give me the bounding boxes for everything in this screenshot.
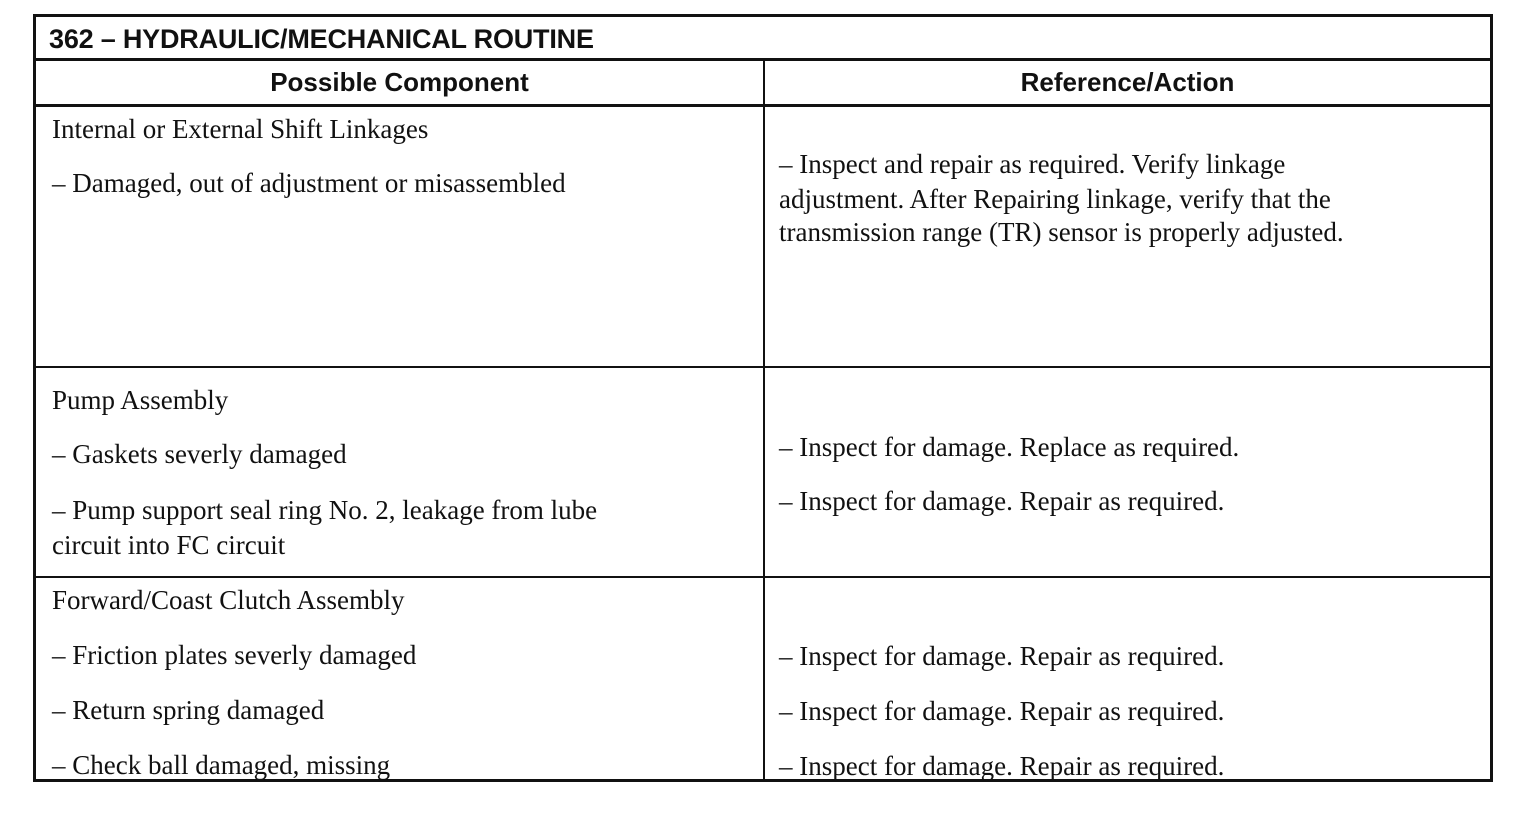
component-forward-coast-clutch: Forward/Coast Clutch Assembly bbox=[52, 585, 405, 615]
component-pump-assembly: Pump Assembly bbox=[52, 385, 229, 415]
cause-gaskets-damaged: – Gaskets severly damaged bbox=[52, 439, 347, 469]
table-title: 362 – HYDRAULIC/MECHANICAL ROUTINE bbox=[36, 17, 1490, 61]
row-divider bbox=[36, 576, 1490, 578]
action-linkage-line-2: adjustment. After Repairing linkage, verify that the bbox=[779, 184, 1331, 214]
action-return-spring: – Inspect for damage. Repair as required. bbox=[779, 696, 1225, 726]
header-reference-action: Reference/Action bbox=[1020, 67, 1235, 97]
cause-linkage-damaged: – Damaged, out of adjustment or misassembled bbox=[52, 168, 566, 198]
component-shift-linkages: Internal or External Shift Linkages bbox=[52, 114, 429, 144]
action-gaskets: – Inspect for damage. Replace as required. bbox=[779, 432, 1240, 462]
cause-pump-seal-line-1: – Pump support seal ring No. 2, leakage from lube bbox=[52, 495, 598, 525]
action-pump-seal: – Inspect for damage. Repair as required. bbox=[779, 486, 1225, 516]
cause-pump-seal-line-2: circuit into FC circuit bbox=[52, 530, 286, 560]
header-possible-component: Possible Component bbox=[270, 67, 529, 97]
action-friction-plates: – Inspect for damage. Repair as required. bbox=[779, 641, 1225, 671]
column-divider bbox=[763, 61, 765, 782]
cause-check-ball: – Check ball damaged, missing bbox=[52, 750, 391, 780]
cause-return-spring: – Return spring damaged bbox=[52, 695, 325, 725]
action-linkage-line-1: – Inspect and repair as required. Verify linkage bbox=[779, 149, 1286, 179]
action-check-ball: – Inspect for damage. Repair as required. bbox=[779, 751, 1225, 781]
action-linkage-line-3: transmission range (TR) sensor is properly adjusted. bbox=[779, 217, 1344, 247]
diagnostic-table bbox=[33, 14, 1493, 782]
row-divider bbox=[36, 366, 1490, 368]
cause-friction-plates: – Friction plates severly damaged bbox=[52, 640, 417, 670]
